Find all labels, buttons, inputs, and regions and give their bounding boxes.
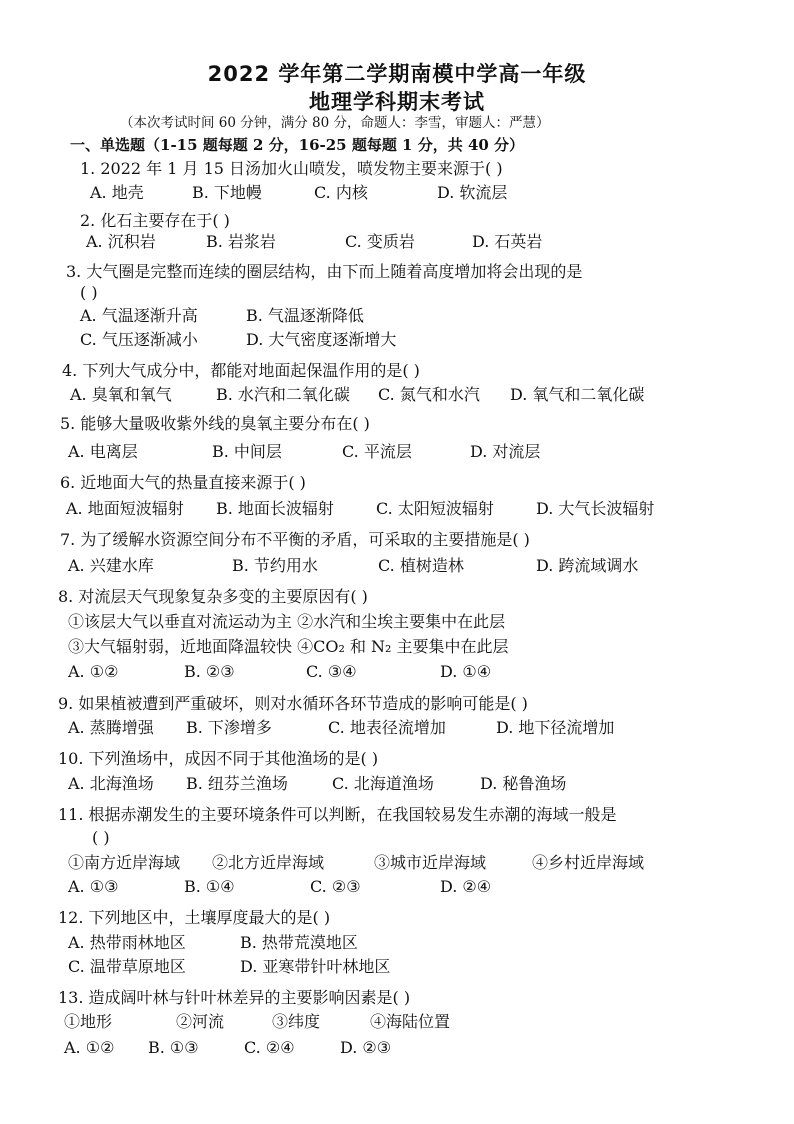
q1-option-c: C. 内核 [314, 183, 368, 202]
q5-option-a: A. 电离层 [68, 442, 138, 461]
q11-statement-1: ①南方近岸海域 [68, 853, 181, 872]
q13-statement-4: ④海陆位置 [370, 1012, 451, 1031]
q5-option-c: C. 平流层 [342, 442, 412, 461]
q8-option-d: D. ①④ [440, 662, 492, 681]
q10-option-d: D. 秘鲁渔场 [480, 774, 567, 793]
q4-stem: 4. 下列大气成分中，都能对地面起保温作用的是( ) [62, 361, 420, 380]
q4-option-b: B. 水汽和二氧化碳 [216, 385, 350, 404]
q4-option-a: A. 臭氧和氧气 [70, 385, 172, 404]
q11-paren: ( ) [92, 828, 110, 847]
q1-option-a: A. 地壳 [90, 183, 144, 202]
exam-subtitle: 地理学科期末考试 [309, 90, 485, 114]
q11-stem: 11. 根据赤潮发生的主要环境条件可以判断，在我国较易发生赤潮的海域一般是 [58, 805, 617, 824]
q5-option-b: B. 中间层 [212, 442, 282, 461]
q10-option-c: C. 北海道渔场 [332, 774, 434, 793]
q10-stem: 10. 下列渔场中，成因不同于其他渔场的是( ) [58, 749, 379, 768]
q4-option-d: D. 氧气和二氧化碳 [510, 385, 645, 404]
q13-stem: 13. 造成阔叶林与针叶林差异的主要影响因素是( ) [58, 988, 411, 1007]
q8-statements-2: ③大气辐射弱，近地面降温较快 ④CO₂ 和 N₂ 主要集中在此层 [68, 637, 509, 656]
q6-option-d: D. 大气长波辐射 [536, 499, 655, 518]
exam-title: 2022 学年第二学期南模中学高一年级 [207, 62, 587, 86]
q1-stem: 1. 2022 年 1 月 15 日汤加火山喷发，喷发物主要来源于( ) [80, 159, 503, 178]
q3-paren: ( ) [80, 283, 98, 302]
q3-option-b: B. 气温逐渐降低 [246, 306, 364, 325]
q11-option-a: A. ①③ [68, 877, 119, 896]
q11-statement-2: ②北方近岸海域 [212, 853, 325, 872]
q8-option-a: A. ①② [68, 662, 119, 681]
q7-option-b: B. 节约用水 [232, 556, 318, 575]
q7-option-c: C. 植树造林 [378, 556, 464, 575]
q9-option-c: C. 地表径流增加 [328, 718, 446, 737]
q11-option-c: C. ②③ [310, 877, 361, 896]
q13-statement-3: ③纬度 [272, 1012, 321, 1031]
q4-option-c: C. 氮气和水汽 [378, 385, 480, 404]
q13-option-a: A. ①② [64, 1038, 115, 1057]
q2-option-c: C. 变质岩 [345, 232, 415, 251]
q10-option-a: A. 北海渔场 [68, 774, 154, 793]
q12-option-d: D. 亚寒带针叶林地区 [240, 957, 391, 976]
q11-statement-4: ④乡村近岸海域 [532, 853, 645, 872]
q2-option-d: D. 石英岩 [472, 232, 543, 251]
q3-option-c: C. 气压逐渐减小 [80, 330, 198, 349]
q12-option-c: C. 温带草原地区 [68, 957, 186, 976]
q1-option-b: B. 下地幔 [192, 183, 262, 202]
q3-stem: 3. 大气圈是完整而连续的圈层结构，由下而上随着高度增加将会出现的是 [66, 262, 583, 281]
q10-option-b: B. 纽芬兰渔场 [186, 774, 288, 793]
q7-option-a: A. 兴建水库 [68, 556, 154, 575]
q9-option-d: D. 地下径流增加 [496, 718, 615, 737]
q9-stem: 9. 如果植被遭到严重破坏，则对水循环各环节造成的影响可能是( ) [58, 694, 528, 713]
section-heading: 一、单选题（1-15 题每题 2 分，16-25 题每题 1 分，共 40 分） [70, 136, 525, 154]
q12-option-b: B. 热带荒漠地区 [240, 933, 358, 952]
q3-option-a: A. 气温逐渐升高 [80, 306, 198, 325]
q2-stem: 2. 化石主要存在于( ) [80, 211, 230, 230]
q6-option-b: B. 地面长波辐射 [216, 499, 334, 518]
q8-statements-1: ①该层大气以垂直对流运动为主 ②水汽和尘埃主要集中在此层 [68, 612, 506, 631]
q6-option-a: A. 地面短波辐射 [66, 499, 184, 518]
q11-option-d: D. ②④ [440, 877, 492, 896]
q6-stem: 6. 近地面大气的热量直接来源于( ) [60, 473, 306, 492]
q12-stem: 12. 下列地区中，土壤厚度最大的是( ) [58, 908, 331, 927]
q5-stem: 5. 能够大量吸收紫外线的臭氧主要分布在( ) [60, 414, 370, 433]
q13-option-b: B. ①③ [148, 1038, 199, 1057]
q13-statement-1: ①地形 [64, 1012, 113, 1031]
q2-option-a: A. 沉积岩 [86, 232, 156, 251]
q7-option-d: D. 跨流域调水 [536, 556, 639, 575]
q7-stem: 7. 为了缓解水资源空间分布不平衡的矛盾，可采取的主要措施是( ) [60, 530, 530, 549]
q13-statement-2: ②河流 [176, 1012, 225, 1031]
q8-stem: 8. 对流层天气现象复杂多变的主要原因有( ) [58, 587, 368, 606]
q6-option-c: C. 太阳短波辐射 [376, 499, 494, 518]
q3-option-d: D. 大气密度逐渐增大 [246, 330, 397, 349]
q12-option-a: A. 热带雨林地区 [68, 933, 186, 952]
q13-option-c: C. ②④ [244, 1038, 295, 1057]
q9-option-b: B. 下渗增多 [186, 718, 272, 737]
q8-option-c: C. ③④ [306, 662, 357, 681]
q8-option-b: B. ②③ [184, 662, 235, 681]
q5-option-d: D. 对流层 [470, 442, 541, 461]
exam-meta: （本次考试时间 60 分钟，满分 80 分，命题人：李雪，审题人：严慧） [120, 115, 550, 131]
q1-option-d: D. 软流层 [437, 183, 508, 202]
q2-option-b: B. 岩浆岩 [206, 232, 276, 251]
q13-option-d: D. ②③ [340, 1038, 392, 1057]
q11-statement-3: ③城市近岸海域 [374, 853, 487, 872]
q9-option-a: A. 蒸腾增强 [68, 718, 154, 737]
q11-option-b: B. ①④ [184, 877, 235, 896]
